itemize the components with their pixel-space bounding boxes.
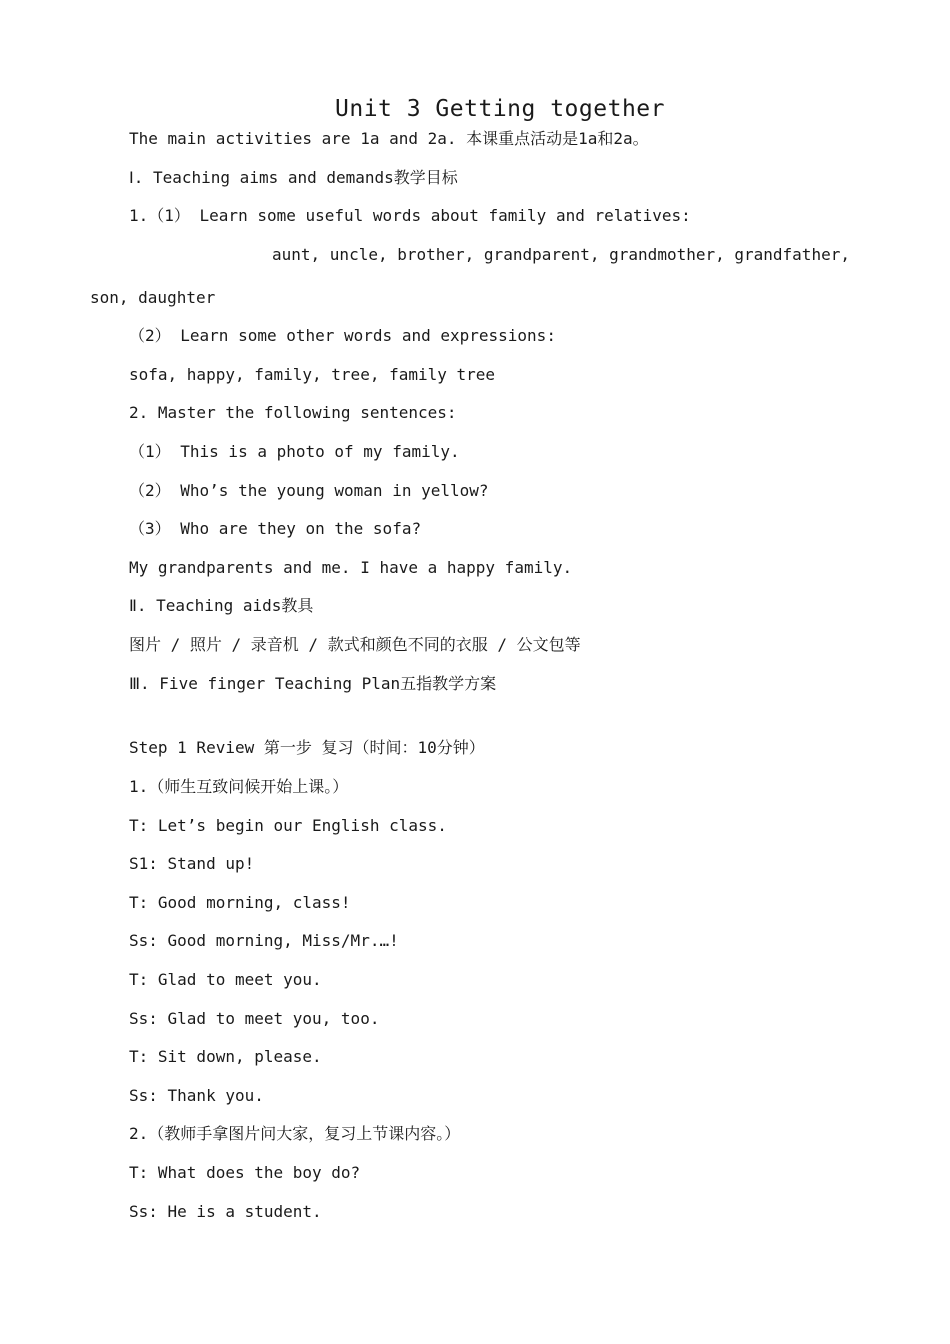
aids-list: 图片 / 照片 / 录音机 / 款式和颜色不同的衣服 / 公文包等 (129, 635, 581, 654)
vocab-list-continued: son, daughter (90, 288, 216, 307)
dialogue-line: T: Glad to meet you. (129, 970, 322, 989)
dialogue-line: S1: Stand up! (129, 854, 255, 873)
sentence-3-answer: My grandparents and me. I have a happy family. (129, 558, 573, 577)
section-heading-aims: Ⅰ. Teaching aims and demands教学目标 (129, 168, 458, 187)
aim-1-1: 1.（1） Learn some useful words about family and relatives: (129, 206, 691, 225)
step-1-heading: Step 1 Review 第一步 复习（时间：10分钟） (129, 738, 485, 757)
sentence-3: （3） Who are they on the sofa? (129, 519, 422, 538)
dialogue-line: T: Good morning, class! (129, 893, 351, 912)
dialogue-line: T: Sit down, please. (129, 1047, 322, 1066)
aim-1-2: （2） Learn some other words and expressions: (129, 326, 556, 345)
step-1-item-2: 2.（教师手拿图片问大家，复习上节课内容。） (129, 1124, 461, 1143)
vocab-list: aunt, uncle, brother, grandparent, grandmother, grandfather, (272, 245, 850, 264)
page-title: Unit 3 Getting together (335, 96, 665, 122)
dialogue-line: T: Let’s begin our English class. (129, 816, 447, 835)
dialogue-line: T: What does the boy do? (129, 1163, 361, 1182)
sentence-2: （2） Who’s the young woman in yellow? (129, 481, 489, 500)
intro-line: The main activities are 1a and 2a. 本课重点活动是1a和2a。 (129, 129, 649, 148)
dialogue-line: Ss: Good morning, Miss/Mr.…! (129, 931, 399, 950)
dialogue-line: Ss: He is a student. (129, 1202, 322, 1221)
dialogue-line: Ss: Glad to meet you, too. (129, 1009, 380, 1028)
section-heading-aids: Ⅱ. Teaching aids教具 (129, 596, 314, 615)
step-1-item-1: 1.（师生互致问候开始上课。） (129, 777, 349, 796)
dialogue-line: Ss: Thank you. (129, 1086, 264, 1105)
other-words: sofa, happy, family, tree, family tree (129, 365, 496, 384)
aim-2: 2. Master the following sentences: (129, 403, 457, 422)
section-heading-plan: Ⅲ. Five finger Teaching Plan五指教学方案 (129, 674, 497, 693)
sentence-1: （1） This is a photo of my family. (129, 442, 460, 461)
